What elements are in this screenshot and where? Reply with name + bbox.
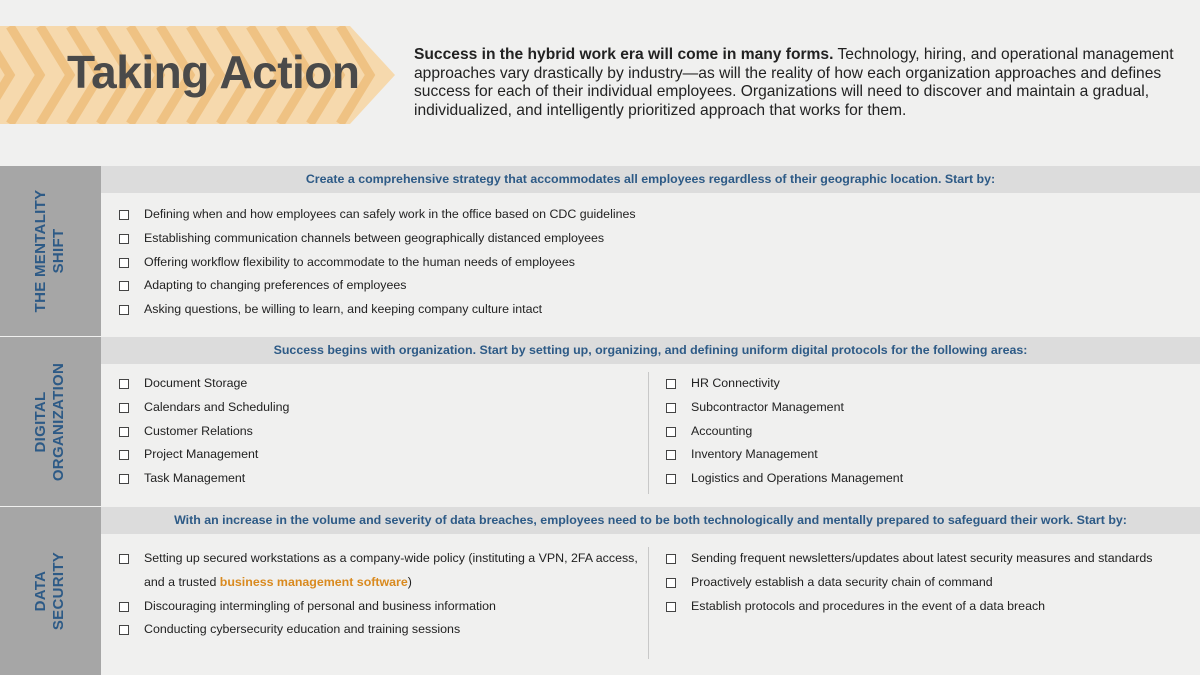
checklist-item	[119, 420, 289, 444]
section-header-band: With an increase in the volume and severity of data breaches, employees need to be both technologically and mentally prepared to safeguard their work. Start by:	[101, 507, 1200, 534]
section-side-label-panel	[0, 507, 101, 675]
checklist-item-text: Sending frequent newsletters/updates about latest security measures and standards	[691, 551, 1153, 565]
checklist-item-text: Adapting to changing preferences of employees	[144, 278, 407, 293]
checklist-item-text: Asking questions, be willing to learn, and keeping company culture intact	[144, 302, 543, 317]
checkbox[interactable]	[666, 379, 676, 389]
checklist-item	[119, 251, 636, 275]
checkbox[interactable]	[666, 450, 676, 460]
checkbox[interactable]	[119, 258, 129, 268]
checklist-item	[119, 396, 289, 420]
side-label-line2: SHIFT	[50, 228, 67, 274]
checkbox[interactable]	[119, 554, 129, 564]
checklist-item-text: )	[407, 574, 412, 589]
checklist-right	[666, 547, 1153, 618]
checklist-item	[666, 595, 1153, 619]
section-side-label	[32, 190, 68, 313]
checkbox[interactable]	[119, 450, 129, 460]
checklist	[119, 203, 636, 322]
section-digital-organization	[0, 337, 1200, 506]
checklist-item-text: Defining when and how employees can safely work in the office based on CDC guidelines	[144, 207, 636, 221]
checklist-item	[119, 274, 636, 298]
checklist-item	[666, 443, 903, 467]
checklist-item-text: Document Storage	[144, 376, 248, 390]
section-header-band: Success begins with organization. Start by setting up, organizing, and defining uniform digital protocols for the following areas:	[101, 337, 1200, 364]
checklist-item-continuation	[119, 571, 638, 595]
side-label-line1: DATA	[32, 570, 49, 612]
business-management-software-link[interactable]: business management software	[219, 574, 408, 589]
checkbox[interactable]	[666, 554, 676, 564]
checkbox[interactable]	[119, 474, 129, 484]
section-body	[101, 193, 1200, 336]
checklist-item	[119, 203, 636, 227]
checklist-item	[666, 571, 1153, 595]
checklist-item-text: Proactively establish a data security chain of command	[691, 574, 993, 589]
checkbox[interactable]	[119, 427, 129, 437]
checklist-item	[119, 298, 636, 322]
checkbox[interactable]	[119, 379, 129, 389]
checklist-item-text: Project Management	[144, 447, 259, 462]
checkbox[interactable]	[119, 210, 129, 220]
checklist-item	[666, 396, 903, 420]
checklist-item-text: Setting up secured workstations as a company-wide policy (instituting a VPN, 2FA access,	[144, 551, 638, 565]
column-divider	[648, 547, 649, 659]
checklist-item-text: Inventory Management	[691, 447, 818, 462]
checklist-item-text: Conducting cybersecurity education and training sessions	[144, 622, 461, 637]
checkbox[interactable]	[119, 602, 129, 612]
section-body	[101, 534, 1200, 675]
checkbox[interactable]	[666, 474, 676, 484]
intro-text: Technology, hiring, and operational management approaches vary drastically by industry—as will the reality of how each organization approaches and defines success for each of their individual employees. Organizations will need to discover and maintain a gradual, individualized, and intelligently prioritized approach that works for them.	[414, 46, 1174, 119]
checkbox[interactable]	[119, 403, 129, 413]
section-header-band: Create a comprehensive strategy that accommodates all employees regardless of their geographic location. Start by:	[101, 166, 1200, 193]
intro-bold: Success in the hybrid work era will come in many forms.	[414, 46, 834, 63]
checkbox[interactable]	[666, 403, 676, 413]
checklist-item-text: Offering workflow flexibility to accommodate to the human needs of employees	[144, 254, 575, 269]
column-divider	[648, 372, 649, 494]
checklist-item-text: Subcontractor Management	[691, 399, 844, 414]
checklist-item	[119, 372, 289, 396]
checklist-item-text: Establish protocols and procedures in the event of a data breach	[691, 598, 1046, 613]
checkbox[interactable]	[119, 625, 129, 635]
checklist-item	[119, 618, 638, 642]
checklist-item	[119, 547, 638, 571]
intro-paragraph	[414, 46, 1174, 120]
checkbox[interactable]	[666, 578, 676, 588]
side-label-line2: SECURITY	[50, 551, 67, 631]
checkbox[interactable]	[666, 602, 676, 612]
section-side-label-panel	[0, 337, 101, 506]
checklist-item	[666, 467, 903, 491]
checklist-item-text: HR Connectivity	[691, 376, 780, 390]
checklist-item	[666, 372, 903, 396]
side-label-line1: DIGITAL	[32, 391, 49, 452]
side-label-line1: THE MENTALITY	[32, 189, 49, 313]
side-label-line2: ORGANIZATION	[50, 362, 67, 481]
checklist-item-text: Logistics and Operations Management	[691, 471, 904, 486]
checklist-item-text: Accounting	[691, 423, 753, 438]
checklist-right	[666, 372, 903, 491]
checklist-item	[666, 547, 1153, 571]
section-side-label-panel	[0, 166, 101, 336]
checklist-item	[119, 443, 289, 467]
checklist-item-text: Customer Relations	[144, 423, 253, 438]
checklist-item-text: Discouraging intermingling of personal and business information	[144, 598, 496, 613]
section-side-label	[32, 362, 68, 480]
checkbox[interactable]	[666, 427, 676, 437]
page-title: Taking Action	[67, 46, 360, 98]
checkbox[interactable]	[119, 281, 129, 291]
checklist-item-text: Calendars and Scheduling	[144, 399, 290, 414]
checklist-left	[119, 372, 289, 491]
checklist-item	[666, 420, 903, 444]
checkbox[interactable]	[119, 305, 129, 315]
section-body	[101, 364, 1200, 506]
header	[0, 0, 1200, 165]
checklist-item	[119, 467, 289, 491]
section-data-security	[0, 507, 1200, 675]
checkbox[interactable]	[119, 234, 129, 244]
checklist-left	[119, 547, 638, 642]
checklist-item-text: Task Management	[144, 471, 246, 486]
checklist-item-text: Establishing communication channels between geographically distanced employees	[144, 230, 605, 245]
checklist-item	[119, 227, 636, 251]
checklist-item-text: and a trusted	[144, 574, 220, 589]
section-mentality-shift	[0, 166, 1200, 336]
checklist-item	[119, 595, 638, 619]
section-side-label	[32, 552, 68, 630]
